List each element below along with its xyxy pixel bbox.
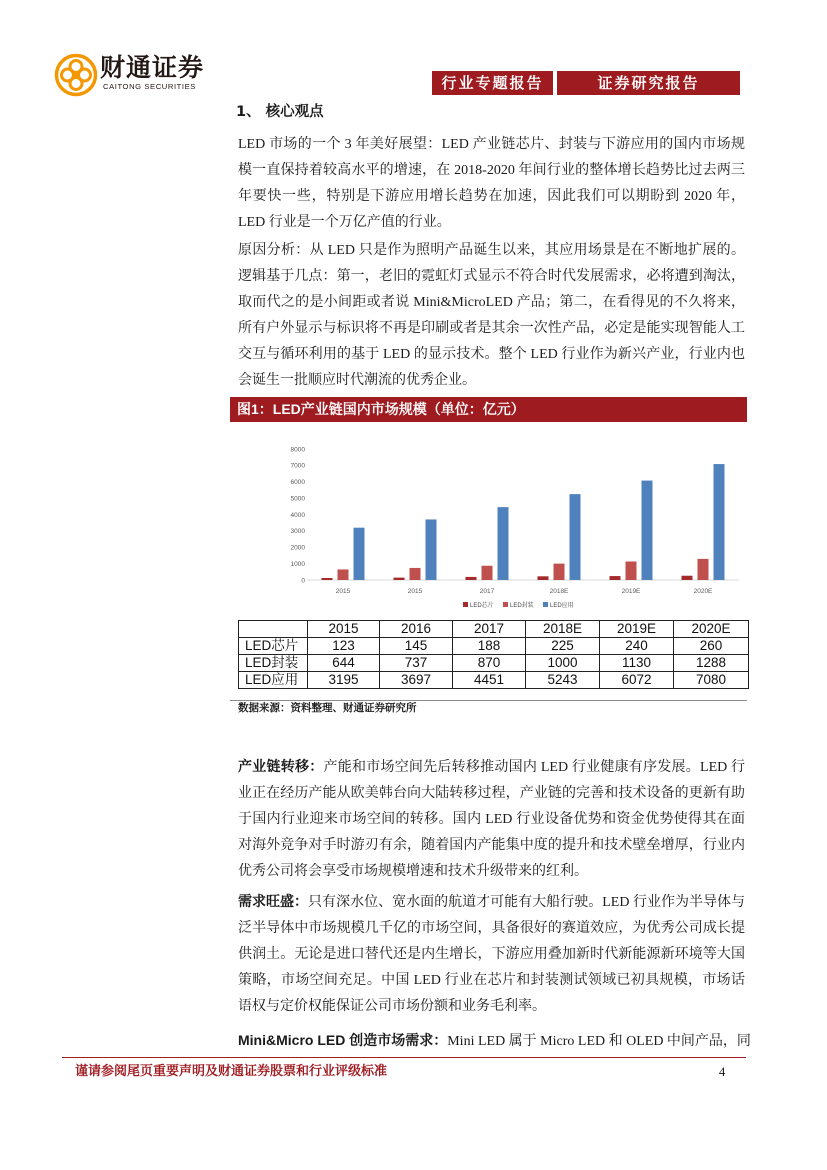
bar-chart	[230, 430, 747, 620]
y-tick-label: 7000	[290, 462, 305, 470]
legend-label-led-application: LED应用	[550, 603, 574, 609]
page-number: 4	[719, 1065, 726, 1079]
table-cell: 870	[453, 655, 526, 672]
bar-led-chip-4	[610, 576, 621, 580]
table-cell: 260	[674, 638, 749, 655]
table-row-label: LED芯片	[239, 638, 308, 655]
table-cell: 5243	[526, 672, 600, 689]
table-cell: 6072	[600, 672, 674, 689]
table-row-label: LED封装	[239, 655, 308, 672]
table-header-row	[239, 621, 749, 638]
x-tick-label: 2015	[407, 588, 423, 595]
paragraph: LED 市场的一个 3 年美好展望：LED 产业链芯片、封装与下游应用的国内市场规模一直保持着较高水平的增速，在 2018-2020 年间行业的整体增长趋势比过去两三年要快一些，特别是下游应用增长趋势在加速，因此我们可以期盼到 2020 年，LED 行业是一个万亿产值的行业。	[238, 137, 745, 230]
bar-led-application-0	[354, 528, 365, 580]
table-cell: 240	[600, 638, 674, 655]
table-row	[239, 655, 749, 672]
x-tick-label: 2020E	[693, 588, 713, 595]
table-cell: 737	[380, 655, 453, 672]
y-tick-label: 0	[301, 577, 305, 585]
paragraph	[238, 888, 745, 1020]
bar-led-application-4	[642, 481, 653, 580]
x-tick-label: 2015	[335, 588, 351, 595]
legend-swatch-led-application	[543, 602, 548, 607]
table-cell: 1000	[526, 655, 600, 672]
table-header-cell: 2017	[453, 621, 526, 638]
table-cell: 188	[453, 638, 526, 655]
bar-led-package-5	[698, 559, 709, 580]
bar-led-application-2	[498, 507, 509, 580]
bar-led-package-0	[338, 569, 349, 580]
paragraph	[238, 1027, 751, 1055]
y-tick-label: 2000	[290, 544, 305, 552]
table-cell: 644	[308, 655, 380, 672]
table-cell: 4451	[453, 672, 526, 689]
bar-led-chip-3	[538, 576, 549, 580]
table-header-cell: 2015	[308, 621, 380, 638]
table-cell: 3697	[380, 672, 453, 689]
table-cell: 7080	[674, 672, 749, 689]
bar-led-package-1	[410, 568, 421, 580]
table-cell: 3195	[308, 672, 380, 689]
legend-swatch-led-package	[503, 602, 508, 607]
table-header-cell: 2018E	[526, 621, 600, 638]
bar-led-chip-2	[466, 577, 477, 580]
table-cell: 225	[526, 638, 600, 655]
table-corner-cell	[239, 621, 308, 638]
table-header-cell: 2019E	[600, 621, 674, 638]
table-row	[239, 638, 749, 655]
table-cell: 123	[308, 638, 380, 655]
footer-divider	[62, 1057, 746, 1058]
paragraph-lead: 需求旺盛：	[238, 893, 309, 909]
figure-source: 数据来源：资料整理、财通证券研究所	[238, 702, 417, 714]
bar-led-package-2	[482, 566, 493, 580]
y-tick-label: 5000	[290, 495, 305, 503]
x-tick-label: 2017	[479, 588, 495, 595]
bar-led-application-3	[570, 494, 581, 580]
y-tick-label: 3000	[290, 528, 305, 536]
y-tick-label: 6000	[290, 479, 305, 487]
paragraph-text: 只有深水位、宽水面的航道才可能有大船行驶。LED 行业作为半导体与泛半导体中市场规模几千亿的市场空间，具备很好的赛道效应，为优秀公司成长提供润土。无论是进口替代还是内生增长，下游应用叠加新时代新能源新环境等大国策略，市场空间充足。中国 LED 行业在芯片和封装测试领域已初具规模，市场话语权与定价权能保证公司市场份额和业务毛利率。	[238, 895, 745, 1014]
bar-led-chip-1	[394, 578, 405, 580]
table-row-label: LED应用	[239, 672, 308, 689]
footer-disclaimer: 谨请参阅尾页重要声明及财通证券股票和行业评级标准	[75, 1064, 388, 1079]
x-tick-label: 2018E	[549, 588, 569, 595]
y-tick-label: 8000	[290, 446, 305, 454]
bar-led-chip-5	[682, 576, 693, 580]
bar-led-application-5	[714, 464, 725, 580]
paragraph: 原因分析：从 LED 只是作为照明产品诞生以来，其应用场景是在不断地扩展的。逻辑基于几点：第一，老旧的霓虹灯式显示不符合时代发展需求，必将遭到淘汰，取而代之的是小间距或者说 Mini&MicroLED 产品；第二，在看得见的不久将来，所有户外显示与标识将不再是印刷或者是其余一次性产品，必定是能实现智能人工交互与循环利用的基于 LED 的显示技术。整个 LED 行业作为新兴产业，行业内也会诞生一批顺应时代潮流的优秀企业。	[238, 243, 745, 388]
table-row	[239, 672, 749, 689]
paragraph-text: 产能和市场空间先后转移推动国内 LED 行业健康有序发展。LED 行业正在经历产能从欧美韩台向大陆转移过程，产业链的完善和技术设备的更新有助于国内行业迎来市场空间的转移。国内 LED 行业设备优势和资金优势使得其在面对海外竞争对手时游刃有余，随着国内产能集中度的提升和技术壁垒增厚，行业内优秀公司将会享受市场规模增速和技术升级带来的红利。	[238, 760, 745, 879]
table-header-cell: 2020E	[674, 621, 749, 638]
legend-swatch-led-chip	[463, 602, 468, 607]
y-tick-label: 1000	[290, 560, 305, 568]
report-category-tag: 证券研究报告	[557, 71, 740, 95]
bar-led-application-1	[426, 519, 437, 580]
paragraph-lead: Mini&Micro LED 创造市场需求：	[238, 1032, 448, 1048]
table-cell: 1288	[674, 655, 749, 672]
section-heading: 1、 核心观点	[236, 104, 324, 120]
paragraph-lead: 产业链转移：	[238, 758, 324, 774]
data-table	[238, 620, 749, 689]
paragraph	[238, 753, 745, 885]
table-cell: 145	[380, 638, 453, 655]
x-tick-label: 2019E	[621, 588, 641, 595]
paragraph-text: Mini LED 属于 Micro LED 和 OLED 中间产品，同	[447, 1034, 751, 1049]
legend-label-led-package: LED封装	[510, 603, 534, 609]
divider	[230, 700, 747, 701]
company-name-english: CAITONG SECURITIES	[103, 82, 196, 91]
bar-led-package-4	[626, 561, 637, 580]
bar-led-chip-0	[322, 578, 333, 580]
table-cell: 1130	[600, 655, 674, 672]
legend-label-led-chip: LED芯片	[470, 603, 494, 609]
y-tick-label: 4000	[290, 511, 305, 519]
bar-led-package-3	[554, 564, 565, 580]
table-header-cell: 2016	[380, 621, 453, 638]
company-logo-icon	[54, 53, 98, 97]
report-type-tag: 行业专题报告	[432, 71, 553, 95]
company-name: 财通证券	[100, 53, 205, 82]
figure-title: 图1：LED产业链国内市场规模（单位：亿元）	[237, 401, 525, 417]
